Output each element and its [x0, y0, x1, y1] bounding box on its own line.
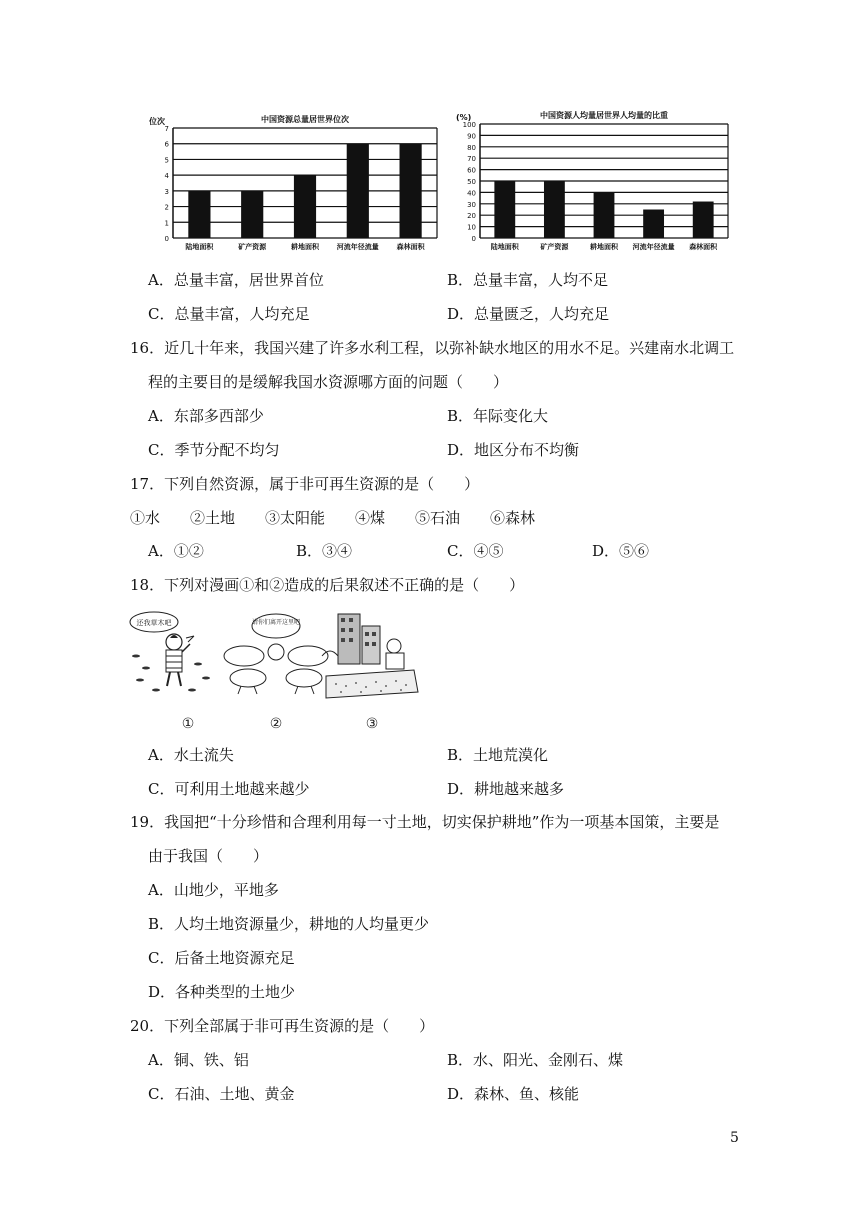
chart-2-ytick: 70	[467, 155, 476, 164]
q19-option-c[interactable]: C．后备土地资源充足	[148, 949, 295, 967]
chart-2-ytick: 50	[467, 178, 476, 186]
q18-option-d[interactable]: D．耕地越来越多	[447, 780, 565, 798]
q17-items: ①水 ②土地 ③太阳能 ④煤 ⑤石油 ⑥森林	[130, 509, 536, 527]
chart-1-ytick: 2	[164, 203, 169, 212]
chart-2-title: 中国资源人均量居世界人均量的比重	[540, 111, 668, 120]
chart-1-title: 中国资源总量居世界位次	[261, 115, 349, 124]
chart-1-ytick: 6	[164, 140, 169, 149]
chart-2-category-label: 陆地面积	[490, 243, 519, 251]
q19-option-d[interactable]: D．各种类型的土地少	[148, 983, 296, 1001]
chart-2-ylabel: (%)	[456, 113, 472, 122]
q15-option-c[interactable]: C．总量丰富，人均充足	[148, 305, 310, 323]
q18-cartoon	[126, 606, 426, 736]
chart-2-ytick: 30	[467, 200, 476, 209]
chart-2-ytick: 90	[467, 132, 476, 141]
chart-1-ytick: 3	[164, 187, 169, 196]
q17-option-b[interactable]: B．③④	[296, 542, 353, 560]
q20-option-c[interactable]: C．石油、土地、黄金	[148, 1085, 295, 1103]
chart-1-bar	[347, 144, 369, 238]
chart-2-ytick: 100	[462, 121, 476, 129]
cartoon-bubble-1: 还我草木吧	[136, 619, 172, 627]
q15-option-d[interactable]: D．总量匮乏，人均充足	[447, 305, 610, 323]
chart-2-ytick: 20	[467, 212, 476, 221]
chart-2-ytick: 60	[467, 166, 476, 175]
q18-option-b[interactable]: B．土地荒漠化	[447, 746, 549, 764]
q20-option-a[interactable]: A．铜、铁、铝	[148, 1051, 249, 1069]
chart-1-bar	[294, 175, 316, 238]
q16-option-a[interactable]: A．东部多西部少	[148, 407, 264, 425]
q18-option-a[interactable]: A．水土流失	[148, 746, 234, 764]
chart-1-category-label: 陆地面积	[185, 243, 214, 251]
chart-1-ylabel: 位次	[149, 117, 165, 126]
q16-option-d[interactable]: D．地区分布不均衡	[447, 441, 580, 459]
chart-2-bar	[693, 202, 714, 238]
q19-option-b[interactable]: B．人均土地资源量少，耕地的人均量更少	[148, 915, 430, 933]
cartoon-label-1: ①	[181, 716, 195, 732]
chart-2-bar	[594, 192, 615, 238]
chart-rank-svg	[145, 110, 445, 260]
q17-option-d[interactable]: D．⑤⑥	[592, 542, 650, 560]
chart-1-bar	[241, 191, 263, 238]
chart-rank	[145, 110, 445, 260]
chart-1-bar	[188, 191, 210, 238]
page-number: 5	[730, 1130, 739, 1146]
q19-stem-line2: 由于我国（ ）	[148, 847, 269, 865]
chart-1-bar	[400, 144, 422, 238]
q19-option-a[interactable]: A．山地少，平地多	[148, 881, 279, 899]
chart-1-category-label: 河流年径流量	[336, 243, 379, 251]
q15-option-b[interactable]: B．总量丰富，人均不足	[447, 271, 609, 289]
cartoon-panel-3	[322, 614, 418, 698]
chart-2-ytick: 40	[467, 189, 476, 198]
cartoon-label-2: ②	[269, 716, 283, 732]
q16-stem-line1: 16．近几十年来，我国兴建了许多水利工程，以弥补缺水地区的用水不足。兴建南水北调工	[130, 339, 735, 357]
chart-2-bar	[544, 181, 565, 238]
chart-1-ytick: 7	[164, 125, 169, 133]
q18-stem: 18．下列对漫画①和②造成的后果叙述不正确的是（ ）	[130, 576, 525, 594]
cartoon-panel-1	[130, 612, 210, 692]
q17-option-a[interactable]: A．①②	[148, 542, 204, 560]
q20-option-d[interactable]: D．森林、鱼、核能	[447, 1085, 580, 1103]
q18-option-c[interactable]: C．可利用土地越来越少	[148, 780, 310, 798]
chart-2-category-label: 森林面积	[689, 243, 718, 251]
chart-2-ytick: 0	[471, 235, 476, 243]
q17-option-c[interactable]: C．④⑤	[447, 542, 504, 560]
q19-stem-line1: 19．我国把“十分珍惜和合理利用每一寸土地，切实保护耕地”作为一项基本国策，主要是	[130, 813, 720, 831]
chart-per-capita-svg	[452, 110, 737, 260]
q16-option-c[interactable]: C．季节分配不均匀	[148, 441, 280, 459]
chart-2-category-label: 耕地面积	[590, 243, 618, 251]
cartoon-panel-2	[224, 614, 328, 694]
chart-1-ytick: 5	[164, 156, 169, 165]
chart-2-ytick: 10	[467, 223, 476, 232]
q20-stem: 20．下列全部属于非可再生资源的是（ ）	[130, 1017, 435, 1035]
chart-1-ytick: 0	[164, 235, 169, 243]
chart-2-bar	[494, 181, 515, 238]
q15-option-a[interactable]: A．总量丰富，居世界首位	[148, 271, 324, 289]
chart-2-category-label: 河流年径流量	[632, 243, 675, 251]
cartoon-bubble-2: 请你们离开这里吧	[251, 619, 301, 626]
chart-1-category-label: 耕地面积	[291, 243, 319, 251]
chart-2-ytick: 80	[467, 143, 476, 152]
chart-1-category-label: 森林面积	[396, 243, 425, 251]
q16-option-b[interactable]: B．年际变化大	[447, 407, 549, 425]
q16-stem-line2: 程的主要目的是缓解我国水资源哪方面的问题（ ）	[148, 373, 509, 391]
q20-option-b[interactable]: B．水、阳光、金刚石、煤	[447, 1051, 624, 1069]
chart-per-capita	[452, 110, 737, 260]
cartoon-label-3: ③	[365, 716, 379, 732]
chart-2-bar	[643, 210, 664, 239]
chart-2-category-label: 矿产资源	[540, 243, 569, 251]
chart-1-ytick: 1	[164, 219, 169, 228]
chart-1-ytick: 4	[164, 172, 169, 181]
q17-stem: 17．下列自然资源，属于非可再生资源的是（ ）	[130, 475, 480, 493]
chart-1-category-label: 矿产资源	[238, 243, 267, 251]
cartoon-svg	[126, 606, 426, 736]
